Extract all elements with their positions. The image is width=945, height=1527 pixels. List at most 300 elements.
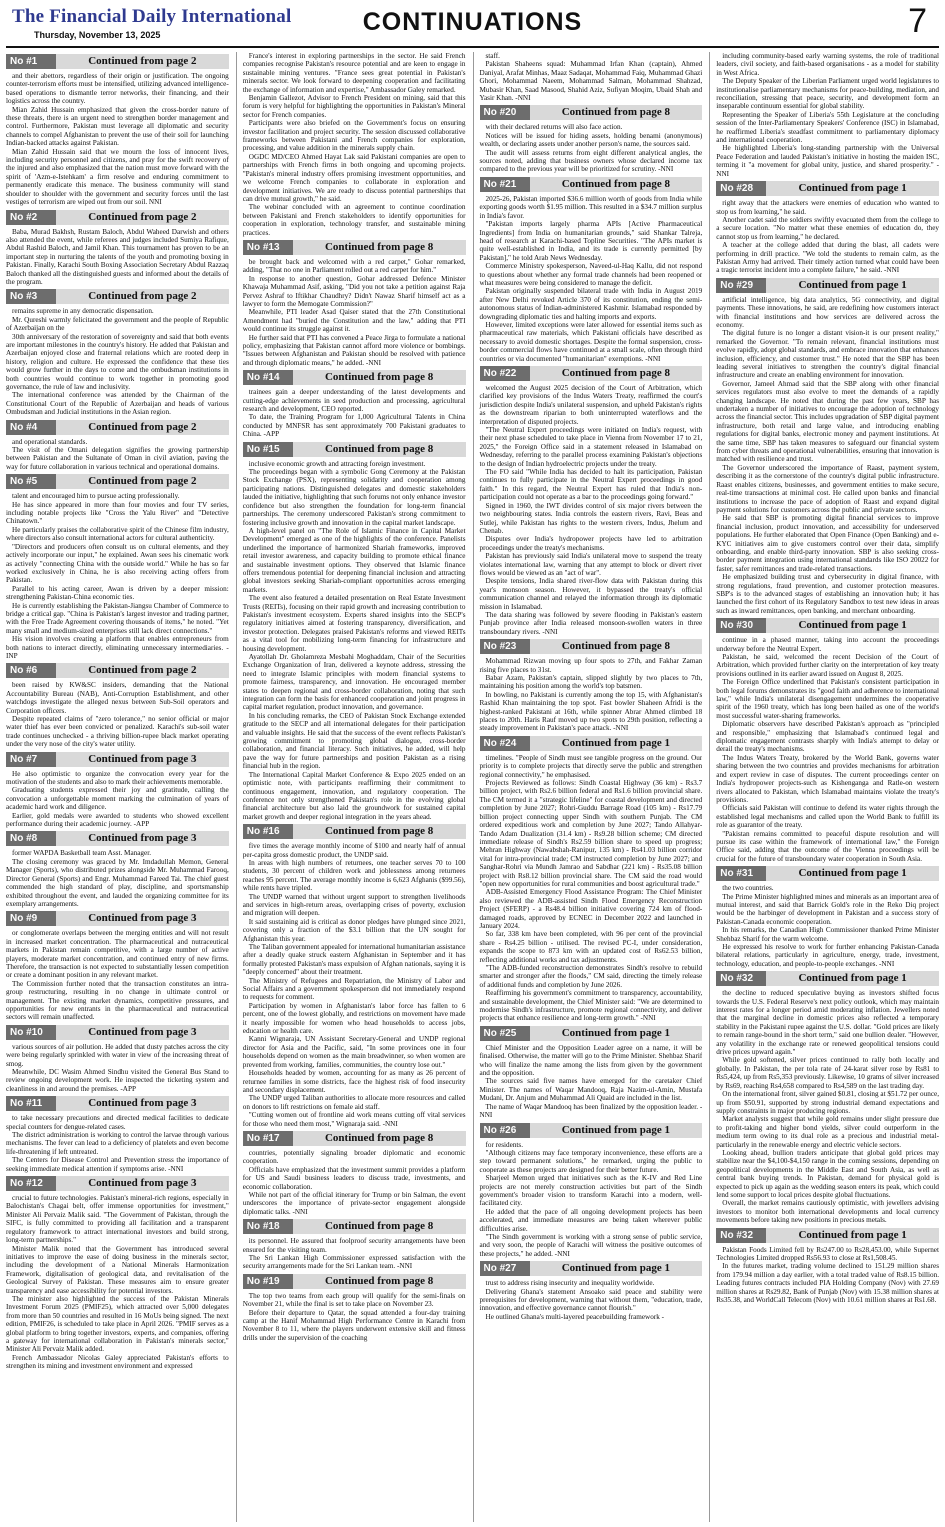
continued-from-label: Continued from page 1 <box>766 866 939 881</box>
article-paragraph: The Commission further noted that the transaction constitutes an intra-group restructuring, resulting in no change in ultimate control or management. The existing market dynamics, competitive pressures, and opportunities for new entrants in the pharmaceutical and nutraceutical sectors will remain unaffected. <box>6 979 229 1022</box>
article <box>243 240 466 367</box>
article-paragraph: Graduating students expressed their joy and gratitude, calling the convocation a unforgettable moment marking the culmination of years of academic hard work and diligence. <box>6 786 229 812</box>
article <box>480 1261 703 1321</box>
article-paragraph: Earlier, gold medals were awarded to students who showed excellent performance during their academic journey. -APP <box>6 811 229 829</box>
article-header <box>6 1176 229 1191</box>
article-number: No #17 <box>243 1131 293 1146</box>
article-number: No #6 <box>6 663 56 678</box>
article-paragraph: OGDC MD/CEO Ahmed Hayat Lak said Pakistani companies are open to partnerships with French firms in both ongoing and upcoming projects. "Pakistan's mineral industry offers promising investment opportunities, and we welcome French companies to collaborate in exploration and development initiatives. We are ready to discuss potential partnerships that can drive mutual growth," he said. <box>242 152 466 203</box>
article-header <box>6 663 229 678</box>
article <box>480 52 703 102</box>
article-paragraph: "The Neutral Expert proceedings were initiated on India's request, with their next phase scheduled to take place in Vienna from November 17 to 21, 2025," the Foreign Office said in a statement released in Islamabad on Wednesday, referring to the parallel process examining Pakistan's objections to the design of Indian hydroelectric projects under the treaty. <box>479 426 703 468</box>
article-paragraph: continue in a phased manner, taking into account the proceedings underway before the Neutral Expert. <box>716 636 939 653</box>
article-paragraph: its personnel. He assured that foolproof security arrangements have been ensured for the visiting team. <box>242 1237 466 1254</box>
article-paragraph: Pakistan originally suspended bilateral trade with India in August 2019 after New Delhi revoked Article 370 of its constitution, ending the semi-autonomous status of Indian-administered Kashmir. Islamabad responded by downgrading diplomatic ties and halting imports and exports. <box>479 287 703 321</box>
article-body <box>480 657 703 733</box>
article-body <box>6 228 229 287</box>
article-paragraph: Kanni Wignaraja, UN Assistant Secretary-General and UNDP regional director for Asia and the Pacific, said, "In some provinces one in four households depend on women as the main breadwinner, so when women are prevented from working, families, communities, the country lose out." <box>242 1035 466 1069</box>
article-paragraph: The international conference was attended by the Chairman of the Constitutional Court of the Republic of Azerbaijan and heads of various Ombudsman and Judicial institutions in the Asian region. <box>6 391 229 417</box>
article-paragraph: Officials have emphasized that the investment summit provides a platform for US and Saudi business leaders to discuss trade, investments, and economic collaboration. <box>242 1165 466 1191</box>
article-body <box>6 492 229 660</box>
article-paragraph: In the futures market, trading volume declined to 151.29 million shares from 179.94 million a day earlier, with a total traded value of Rs8.15 billion. Leading futures contracts included PIA Holding Company (Nov) with 27.69 million shares at Rs29.82, Bank of Punjab (Nov) with 15.38 million shares at Rs35.38, and WorldCall Telecom (Nov) with 10.61 million shares at Rs1.68. <box>716 1262 939 1305</box>
article <box>6 210 229 287</box>
article <box>6 831 229 908</box>
article-paragraph: Pakistan Shaheens squad: Muhammad Irfan Khan (captain), Ahmed Daniyal, Arafat Minhas, Maaz Sadaqat, Mohammad Faiq, Muhammad Ghazi Ghori, Mohammad Naeem, Mohammad Salman, Mohammad Shahzad, Mubasir Khan, Saad Masood, Shahid Aziz, Sufiyan Moqim, Ubaid Shah and Yasir Khan. -NNI <box>479 60 703 103</box>
article-paragraph: He particularly praises the collaborative spirit of the Chinese film industry, where directors also consult international actors for cultural authenticity. <box>6 525 229 543</box>
article-paragraph: 30th anniversary of the restoration of sovereignty and said that both events are important milestones in the country's history. He added that Pakistan and Azerbaijan enjoyed close and fraternal relations which are rooted deep in history, religion and culture. He expressed the confidence that these ties would grow further in the days to come and the ombudsman institutions in both countries would continue to work together in promoting good governance, the rule of law and inclusivity. <box>6 332 229 391</box>
article-paragraph: timelines. "People of Sindh must see tangible progress on the ground. Our priority is to complete projects that directly serve the public and strengthen regional connectivity," he emphasised. <box>479 753 703 779</box>
article-body <box>480 123 703 173</box>
article-paragraph: for residents. <box>485 1140 524 1149</box>
article-paragraph: The Deputy Speaker of the Liberian Parliament urged world legislatures to institutionalise parliamentary mechanisms for peace-building, mediation, and reconciliation, stressing that peace, security, and development form an inseparable continuum essential for global stability. <box>716 77 939 111</box>
article <box>243 1131 466 1216</box>
article <box>243 370 466 438</box>
continued-from-label: Continued from page 1 <box>766 971 939 986</box>
article-body <box>243 1292 466 1342</box>
article-body <box>243 842 466 1128</box>
article-paragraph: The name of Waqar Mandooq has been finalized by the opposition leader. -NNI <box>479 1102 703 1120</box>
article-number: No #15 <box>243 442 293 457</box>
article-body <box>6 72 229 207</box>
continued-from-label: Continued from page 8 <box>293 1219 466 1234</box>
article-paragraph: Notices will be issued for hiding assets, holding benami (anonymous) wealth, or declaring assets under another person's name, the sources said. <box>479 131 703 149</box>
article-paragraph: to take necessary precautions and directed medical facilities to dedicate special counters for dengue-related cases. <box>6 1114 229 1131</box>
article-paragraph: In his concluding remarks, the CEO of Pakistan Stock Exchange extended gratitude to the SECP and all international delegates for their participation and valuable insights. He said that the success of the event reflects Pakistan's growing commitment to promoting global dialogue, cross-border collaboration, and financial literacy. Such initiatives, he added, will help pave the way for future partnerships and position Pakistan as a rising financial hub in the region. <box>242 711 466 771</box>
article-body <box>480 195 703 363</box>
article-paragraph: Another cadet said the soldiers swiftly evacuated them from the college to a secure location. "No matter what these enemies of education do, they cannot stop us from learning," he declared. <box>716 215 939 241</box>
article <box>480 736 703 1023</box>
column-4 <box>709 52 939 1522</box>
article-header <box>243 442 466 457</box>
column-3 <box>473 52 703 1522</box>
continued-from-label: Continued from page 8 <box>530 639 703 654</box>
article-paragraph: crucial to future technologies. Pakistan's mineral-rich regions, especially in Balochistan's Chagai belt, offer immense opportunities for investment," Minister Ali Pervaiz Malik said. "The Government of Pakistan, through the SIFC, is fully committed to providing all facilitation and a transparent regulatory framework to attract international investors and build strong, long-term partnerships." <box>6 1194 229 1245</box>
article-paragraph: He said that SBP is promoting digital financial services to improve financial inclusion, product innovation, and accessibility for underserved populations. He further elaborated that Open Finance (Open Banking) and e-KYC initiatives aim to give customers control over their data, simplify onboarding, and enable third-party innovation. SBP is also seeking cross-border payment integration using international standards like ISO 20022 for faster, safer remittances and trade-related transactions. <box>716 514 939 573</box>
article <box>243 824 466 1128</box>
article-paragraph: Before their departure to Qatar, the squad attended a four-day training camp at the Hanif Mohammad High Performance Centre in Karachi from November 8 to 11, where the players underwent extensive skill and fitness drills under the supervision of the coaching <box>242 1308 466 1342</box>
continued-from-label: Continued from page 3 <box>56 831 229 846</box>
article-body <box>480 1279 703 1321</box>
article-paragraph: right away that the attackers were enemies of education who wanted to stop us from learning," he said. <box>716 199 939 216</box>
article <box>6 420 229 472</box>
article <box>716 278 939 615</box>
article-header <box>480 177 703 192</box>
article-paragraph: artificial intelligence, big data analytics, 5G connectivity, and digital payments. These innovations, he said, are redefining how customers interact with financial institutions and how services are delivered across the economy. <box>716 295 939 329</box>
article-number: No #30 <box>716 618 766 633</box>
article-body <box>243 258 466 367</box>
article-paragraph: the two countries. <box>722 884 774 893</box>
article-number: No #21 <box>480 177 530 192</box>
article-body <box>716 989 939 1224</box>
continued-from-label: Continued from page 3 <box>56 911 229 926</box>
article-paragraph: talent and encouraged him to pursue acting professionally. <box>12 492 180 501</box>
article-paragraph: Pakistan has previously said India's unilateral move to suspend the treaty violates international law, warning that any attempt to block or divert river flows would be viewed as an "act of war". <box>479 552 703 577</box>
article <box>6 1096 229 1173</box>
article-body <box>6 307 229 416</box>
article-header <box>243 1219 466 1234</box>
article-paragraph: He emphasized building trust and cybersecurity in digital finance, with strong regulations, fraud prevention, and customer protection measures. SBP's is to the advanced stages of establishing an innovation hub; it has launched the first cohort of its Regulatory Sandbox to test new ideas in areas such as inward remittances, open banking, and merchant onboarding. <box>716 573 939 615</box>
continued-from-label: Continued from page 8 <box>293 1131 466 1146</box>
article <box>6 289 229 416</box>
article-header <box>6 289 229 304</box>
article <box>6 54 229 207</box>
article <box>716 618 939 863</box>
article-paragraph: It said sustaining aid is critical as donor pledges have plunged since 2021, covering only a fraction of the $3.1 billion that the UN sought for Afghanistan this year. <box>242 917 466 943</box>
article-paragraph: Meanwhile, PTI leader Asad Qaiser stated that the 27th Constitutional Amendment had "buried the Constitution and the law," adding that PTI would continue its struggle against it. <box>242 308 466 334</box>
article-paragraph: been raised by KW&SC insiders, demanding that the National Accountability Bureau (NAB), Anti-Corruption Establishment, and other watchdogs investigate the alleged nexus between Sub-Soil operators and Corporation officers. <box>6 681 229 715</box>
article-paragraph: Pakistan, he said, welcomed the recent Decision of the Court of Arbitration, which provided further clarity on the interpretation of key treaty provisions outlined in its earlier award issued on August 8, 2025. <box>716 653 939 678</box>
article-paragraph: welcomed the August 2025 decision of the Court of Arbitration, which clarified key provisions of the Indus Waters Treaty, reaffirmed the court's jurisdiction despite India's unilateral suspension, and upheld Pakistan's rights as the downstream riparian to both uninterrupted waterflows and the interpretation of disputed projects. <box>479 384 703 426</box>
article-paragraph: or conglomerate overlaps between the merging entities and will not result in increased market concentration. The pharmaceutical and nutraceutical markets in Pakistan remain competitive, with a large number of active players, moderate market concentration, and continued entry of new firms. Therefore, the transaction is not expected to substantially lessen competition or create a dominant position in any relevant market. <box>6 929 229 980</box>
article-paragraph: inclusive economic growth and attracting foreign investment. <box>248 459 426 468</box>
article <box>6 663 229 748</box>
article <box>716 52 939 178</box>
article-header <box>243 824 466 839</box>
article-paragraph: He is currently establishing the Pakistan-Jiangsu Chamber of Commerce to bridge a critical gap. "China is Pakistan's largest investor and trading partner, with the Free Trade Agreement covering thousands of items," he noted. "Yet many small and medium-sized enterprises still lack direct connections." <box>6 601 229 635</box>
article <box>243 52 466 237</box>
article-paragraph: He expressed his resolve to work for further enhancing Pakistan-Canada bilateral relations, particularly in agriculture, energy, trade, investment, technology, education, and people-to-people exchanges. -NNI <box>716 943 939 968</box>
article-paragraph: Delivering Ghana's statement Ansoako said peace and stability were prerequisites for development, warning that without them, "education, trade, innovation, and effective governance cannot flourish." <box>479 1287 703 1313</box>
article-paragraph: Looking ahead, bullion traders anticipate that global gold prices may stabilize near the $4,100-$4,150 range in the coming sessions, depending on geopolitical developments in the Middle East and South Asia, as well as central bank buying trends. In Pakistan, demand for physical gold is expected to pick up again as the wedding season enters its peak, which could lend some support to local prices despite global fluctuations. <box>716 1148 939 1199</box>
article-header <box>243 370 466 385</box>
article-paragraph: He outlined Ghana's multi-layered peacebuilding framework - <box>485 1312 665 1321</box>
article-paragraph: countries, potentially signaling broader diplomatic and economic cooperation. <box>242 1148 466 1166</box>
article-paragraph: Mohammad Rizwan moving up four spots to 27th, and Fakhar Zaman rising five places to 31st. <box>479 657 703 674</box>
article-paragraph: "The ADB-funded reconstruction demonstrates Sindh's resolve to rebuild smarter and stronger after the floods," CM said, directing the timely release of additional funds and completion by June 2026. <box>479 964 703 989</box>
continued-from-label: Continued from page 3 <box>56 1025 229 1040</box>
article-paragraph: The Governor underscored the importance of Raast, payment system, describing it as the cornerstone of the country's digital public infrastructure. Raast enables citizens, businesses, and government entities to make secure, real-time transactions at minimal cost. He called upon banks and financial institutions to increase the pace of adoption of Raast and expand digital payment solutions for customers across the public and private sectors. <box>716 463 939 514</box>
article-paragraph: Participants were also briefed on the Government's focus on ensuring investor facilitation and project security. The session discussed collaborative frameworks between Pakistani and French companies for exploration, processing, and value addition in the minerals supply chain. <box>242 119 466 153</box>
article-header <box>716 971 939 986</box>
article-paragraph: The sources said five names have emerged for the caretaker Chief Minister. The names of Waqar Mandooq, Raja Nazim-ul-Amin, Mustafa Mudani, Dr. Anjum and Muhammad Ali Quaid are included in the list. <box>479 1077 703 1103</box>
article-paragraph: Meanwhile, DC Wasim Ahmed Sindhu visited the General Bus Stand to review ongoing development work. He inspected the ticketing system and cleanliness in and around the premises. -APP <box>6 1068 229 1093</box>
article-body <box>243 52 466 237</box>
article-body <box>6 681 229 748</box>
article-paragraph: The Taliban government appealed for international humanitarian assistance after a deadly quake struck eastern Afghanistan in September and it has formally protested Pakistan's mass expulsion of Afghan nationals, saying it is "deeply concerned" about their treatment. <box>242 943 466 977</box>
article-paragraph: Despite tensions, India shared river-flow data with Pakistan during this year's monsoon season. However, it bypassed the treaty's official communication channel and relayed the information through its diplomatic mission in Islamabad. <box>479 577 703 611</box>
article-paragraph: He also optimistic to organize the convocation every year for the motivation of the students and also to mark their achievements memorable. <box>6 769 229 787</box>
article-number: No #31 <box>716 866 766 881</box>
column-2 <box>236 52 466 1522</box>
article-paragraph: Diplomatic observers have described Pakistan's approach as "principled and responsible," emphasizing that Islamabad's continued legal and diplomatic engagement contrasts sharply with India's attempt to delay or derail the treaty's mechanisms. <box>716 720 939 754</box>
article-paragraph: French Ambassador Nicolas Galey appreciated Pakistan's efforts to strengthen its mining and investment environment and expressed <box>6 1353 229 1371</box>
article-body <box>480 1044 703 1120</box>
article-paragraph: The Centers for Disease Control and Prevention stress the importance of seeking immediate medical attention if symptoms arise. -NNI <box>6 1156 229 1173</box>
article-body <box>480 52 703 102</box>
article-number: No #12 <box>6 1176 56 1191</box>
article-paragraph: The Foreign Office underlined that Pakistan's consistent participation in both legal forums demonstrates its "good faith and adherence to international law," while India's unilateral disengagement undermines the cooperative spirit of the 1960 treaty, which has long been hailed as one of the world's most successful water-sharing frameworks. <box>716 678 939 720</box>
continued-from-label: Continued from page 8 <box>293 370 466 385</box>
newspaper-brand: The Financial Daily International <box>12 6 292 27</box>
article <box>6 911 229 1021</box>
article-header <box>6 831 229 846</box>
article-paragraph: trust to address rising insecurity and inequality worldwide. <box>485 1279 655 1288</box>
article-body <box>6 1194 229 1371</box>
masthead <box>6 0 939 48</box>
article <box>480 1123 703 1259</box>
article-paragraph: Sharjeel Memon urged that initiatives such as the K-IV and Red Line projects are not merely construction activities but part of the Sindh government's broader vision to transform Karachi into a modern, well-facilitated city. <box>479 1174 703 1208</box>
continued-from-label: Continued from page 2 <box>56 54 229 69</box>
continued-from-label: Continued from page 8 <box>530 366 703 381</box>
article-paragraph: and operational standards. <box>12 437 88 446</box>
article-body <box>6 929 229 1021</box>
article-paragraph: various sources of air pollution. He added that dusty patches across the city were being regularly sprinkled with water in view of the increasing threat of smog. <box>6 1042 229 1068</box>
continued-from-label: Continued from page 8 <box>293 824 466 839</box>
article-number: No #13 <box>243 240 293 255</box>
continued-from-label: Continued from page 2 <box>56 474 229 489</box>
article-body <box>6 1043 229 1093</box>
article-paragraph: with their declared returns will also face action. <box>485 123 623 132</box>
column-1 <box>6 52 229 1522</box>
article-number: No #19 <box>243 1274 293 1289</box>
article-header <box>480 639 703 654</box>
article-paragraph: A high-level panel on "The Role of Islamic Finance in Capital Market Development" emerged as one of the highlights of the conference. Panelists underlined the importance of harmonized Shariah frameworks, improved retail investor awareness, and capacity building to promote ethical finance and sustainable investment options. They observed that Islamic finance offers tremendous potential for deepening financial inclusion and attracting global investors seeking Shariah-compliant opportunities across emerging markets. <box>242 526 466 594</box>
article-paragraph: The Sri Lankan High Commissioner expressed satisfaction with the security arrangements made for the Sri Lankan team. -NNI <box>242 1254 466 1271</box>
article-paragraph: Projects Reviewed as follows: Sindh Coastal Highway (36 km) - Rs3.7 billion project, with Rs2.6 billion federal and Rs1.6 billion provincial share. The CM termed it a "strategic lifeline" for coastal development and directed completion by June 2027; Rohri-Guddu Barrage Road (105 km) - Rs17.79 billion project connecting upper Sindh with southern Punjab. The CM ordered expeditious work and completion by June 2027; Tando Allahyar-Tando Adam Dualization (31.4 km) - Rs9.28 billion scheme; CM directed immediate release of Sindh's Rs2.59 billion share to speed up progress; Mehran Highway (Nawabshah-Ranipur, 135 km) - Rs41.03 billion corridor vital for intra-provincial trade; CM instructed completion by June 2027; and Sanghar-Rohri via Mundh Jamrao and Sabdhar (221 km) - Rs35.08 billion project with Rs8.12 billion provincial share. The CM said the road would "open new opportunities for rural communities and boost agricultural trade." <box>479 779 703 888</box>
article-paragraph: To date, the Training Program for 1,000 Agricultural Talents in China conducted by MNFSR has sent approximately 700 Pakistani graduates to China. -APP <box>242 413 466 439</box>
article-paragraph: 2025-26, Pakistan imported $36.6 million worth of goods from India while exporting goods worth $1.95 million. This resulted in a $34.7 million surplus in India's favor. <box>479 194 703 220</box>
article-paragraph: The International Capital Market Conference & Expo 2025 ended on an optimistic note, with participants reaffirming their commitment to continuous engagement, innovation, and regulatory cooperation. The conference not only strengthened Pakistan's role in the evolving global financial architecture but also laid the groundwork for sustained capital market growth and deeper regional integration in the years ahead. <box>242 770 466 821</box>
article-paragraph: including community-based early warning systems, the role of traditional leaders, civil society, and faith-based organisations - as a model for stability in West Africa. <box>716 52 939 77</box>
article-body <box>716 199 939 275</box>
article-paragraph: The event also featured a detailed presentation on Real Estate Investment Trusts (REITs), focusing on their rapid growth and increasing contribution to Pakistan's investment ecosystem. Experts shared insights into the SECP's regulatory initiatives aimed at fostering transparency, diversification, and investor protection. Delegates praised Pakistan's reforms and viewed REITs as a vital tool for mobilizing long-term financing for infrastructure and housing development. <box>242 594 466 653</box>
article-body <box>716 296 939 615</box>
continued-from-label: Continued from page 2 <box>56 210 229 225</box>
article <box>6 752 229 829</box>
article-paragraph: Participation by women in Afghanistan's labor force has fallen to 6 percent, one of the lowest globally, and restrictions on movement have made it nearly impossible for women who head households to access jobs, education or health care. <box>242 1001 466 1036</box>
article-header <box>716 618 939 633</box>
continued-from-label: Continued from page 8 <box>530 105 703 120</box>
continued-from-label: Continued from page 8 <box>293 1274 466 1289</box>
article-header <box>716 1228 939 1243</box>
continued-from-label: Continued from page 8 <box>530 177 703 192</box>
continued-from-label: Continued from page 2 <box>56 289 229 304</box>
article-paragraph: "Although citizens may face temporary inconvenience, these efforts are a step toward permanent solutions," he remarked, urging the public to cooperate as these projects are designed for their better future. <box>479 1148 703 1174</box>
article-paragraph: staff. <box>485 52 500 60</box>
article-number: No #29 <box>716 278 766 293</box>
article <box>243 1219 466 1271</box>
article-header <box>480 1026 703 1041</box>
continued-from-label: Continued from page 1 <box>766 278 939 293</box>
article-paragraph: Benjamin Gallezot, Advisor to French President on mining, said that this forum is very helpful for highlighting the opportunities in Pakistan's Mineral sector for French companies. <box>242 94 466 119</box>
article-header <box>6 474 229 489</box>
article-paragraph: He further said that PTI has convened a Peace Jirga to formulate a national policy, emphasizing that Pakistan cannot afford more violence or bombings. "Issues between Afghanistan and Pakistan should be resolved with patience and through diplomatic means," he added. -NNI <box>242 333 466 367</box>
article-paragraph: He highlighted Liberia's long-standing partnership with the Universal Peace Federation and lauded Pakistan's initiative in hosting the maiden ISC, terming it "a movement for global unity, justice, and shared prosperity." -NNI <box>716 144 939 178</box>
article-header <box>6 911 229 926</box>
article-paragraph: "Directors and producers often consult us on cultural elements, and they actively incorporate our input," he explained. Awan sees his cinematic work as actively "connecting China with the outside world." While he has so far worked exclusively in China, he is also receiving acting offers from Pakistan. <box>6 542 229 585</box>
article-body <box>716 1246 939 1305</box>
article-body <box>6 438 229 472</box>
article-body <box>480 384 703 636</box>
article-paragraph: While not part of the official itinerary for Trump or bin Salman, the event underscores the importance of private-sector engagement alongside diplomatic talks. -NNI <box>242 1190 466 1216</box>
article <box>6 1176 229 1371</box>
article <box>6 474 229 660</box>
article-paragraph: In response to another question, Gohar addressed Defence Minister Khawaja Muhammad Asif, asking, "Did you not take a petition against Raja Pervez Ashraf to Iftikhar Chaudhry? Didn't Nawaz Sharif himself act as a lawyer to form the Memogate Commission?" <box>242 274 466 308</box>
article-header <box>480 366 703 381</box>
article-paragraph: In bowling, no Pakistani is currently among the top 15, with Afghanistan's Rashid Khan maintaining the top spot. Fast bowler Shaheen Afridi is the highest-ranked Pakistani at 16th, while spinner Abrar Ahmed climbed 18 places to 20th. Haris Rauf moved up two spots to 29th position, reflecting a steady improvement in Pakistan's pace attack. -NNI <box>479 690 703 733</box>
article-header <box>716 866 939 881</box>
article-paragraph: ADB-Assisted Emergency Flood Assistance Program: The Chief Minister also reviewed the ADB-assisted Sindh Flood Emergency Reconstruction Project (SFERP) - a Rs48.4 billion initiative covering 724 km of flood-damaged roads, approved by ECNEC in December 2022 and launched in January 2024. <box>479 888 703 930</box>
article-header <box>243 1131 466 1146</box>
article-body <box>716 636 939 863</box>
article-paragraph: trainees gain a deeper understanding of the latest developments and cutting-edge achievements in seed production and processing, agricultural research and development, CEO reported. <box>242 388 466 414</box>
article-paragraph: Commerce Ministry spokesperson, Naveed-ul-Haq Kallu, did not respond to questions about whether any formal trade channels had been reopened or what measures were being considered to manage the deficit. <box>479 262 703 287</box>
article-body <box>6 849 229 908</box>
article-body <box>243 1149 466 1216</box>
continued-from-label: Continued from page 1 <box>766 181 939 196</box>
article <box>480 1026 703 1120</box>
article-paragraph: The Ministry of Refugees and Repatriation, the Ministry of Labor and Social Affairs and a government spokesperson did not immediately respond to requests for comment. <box>242 976 466 1002</box>
article-paragraph: Disputes over India's hydropower projects have led to arbitration proceedings under the treaty's mechanisms. <box>479 535 703 552</box>
article-number: No #26 <box>480 1123 530 1138</box>
article-header <box>6 1025 229 1040</box>
article-number: No #9 <box>6 911 56 926</box>
article-number: No #22 <box>480 366 530 381</box>
article-paragraph: On the international front, silver gained $0.81, closing at $51.72 per ounce, up from $50.91, supported by strong industrial demand expectations and supply constraints in major producing regions. <box>716 1090 939 1115</box>
continued-from-label: Continued from page 8 <box>293 240 466 255</box>
article-number: No #24 <box>480 736 530 751</box>
article-number: No #4 <box>6 420 56 435</box>
article-number: No #10 <box>6 1025 56 1040</box>
article <box>716 181 939 275</box>
article-body <box>716 52 939 178</box>
article-paragraph: The top two teams from each group will qualify for the semi-finals on November 21, while the final is set to take place on November 23. <box>242 1291 466 1309</box>
article-body <box>716 884 939 968</box>
article-number: No #7 <box>6 752 56 767</box>
article-number: No #16 <box>243 824 293 839</box>
article-paragraph: The webinar concluded with an agreement to continue coordination between Pakistani and French stakeholders to identify opportunities for cooperation in exploration, technology transfer, and sustainable mining practices. <box>242 203 466 237</box>
article <box>6 1025 229 1093</box>
article-paragraph: remains supreme in any democratic dispensation. <box>12 307 154 316</box>
article-paragraph: He has since appeared in more than four movies and four TV series, including notable projects like "Cross the Yalu River" and "Detective Chinatown." <box>6 500 229 526</box>
article-paragraph: Reaffirming his government's commitment to transparency, accountability, and sustainable development, the Chief Minister said: "We are determined to modernise Sindh's infrastructure, promote regional connectivity, and deliver projects that enhance resilience and long-term growth." -NNI <box>479 989 703 1023</box>
continued-from-label: Continued from page 1 <box>530 1026 703 1041</box>
article-paragraph: France's interest in exploring partnerships in the sector. He said French companies recognise Pakistan's resource potential and are keen to engage in sustainable mining ventures. "France sees great potential in Pakistan's minerals sector. We look forward to deepening cooperation and facilitating the exchange of information and expertise," Ambassador Galey remarked. <box>242 52 466 94</box>
article-number: No #8 <box>6 831 56 846</box>
article-header <box>243 240 466 255</box>
article-number: No #28 <box>716 181 766 196</box>
article-number: No #23 <box>480 639 530 654</box>
article-paragraph: Minister Malik noted that the Government has introduced several initiatives to improve the ease of doing business in the minerals sector, including the development of a National Minerals Harmonization Framework, digitalisation of geological data, and revitalisation of the Geological Survey of Pakistan. These measures aim to ensure greater transparency and ease accessibility for potential investors. <box>6 1244 229 1295</box>
article-body <box>480 1141 703 1259</box>
article-paragraph: Mr. Qureshi warmly felicitated the government and the people of Republic of Azerbaijan on the <box>6 315 229 333</box>
article-paragraph: The FO said "While India has decided to halt its participation, Pakistan continues to fully participate in the Neutral Expert proceedings in good faith." In this regard, the Neutral Expert has ruled that India's non-participation could not operate as a bar to the proceedings going forward." <box>479 468 703 502</box>
article-paragraph: The digital future is no longer a distant vision-it is our present reality," remarked the Governor. "To remain relevant, financial institutions must evolve rapidly, adopt global standards, and embrace innovation that enhances inclusion, efficiency, and customer trust." He noted that the SBP has been leading several initiatives to strengthen the country's digital financial infrastructure and create an enabling environment for innovation. <box>716 329 939 380</box>
columns-container <box>6 52 939 1522</box>
article-paragraph: So far, 338 km have been completed, with 96 per cent of the provincial share - Rs4.25 billion - utilised. The revised PC-I, under consideration, expands the scope to 873 km with an updated cost of Rs62.53 billion, reflecting additional works and tax adjustments. <box>479 930 703 964</box>
article <box>480 639 703 733</box>
article-header <box>480 1123 703 1138</box>
article-paragraph: The UNDP warned that without urgent support to strengthen livelihoods and services in high-return areas, overlapping crises of poverty, exclusion and migration will deepen. <box>242 892 466 918</box>
continued-from-label: Continued from page 8 <box>293 442 466 457</box>
continued-from-label: Continued from page 1 <box>530 1123 703 1138</box>
article-paragraph: The visit of the Omani delegation signifies the growing partnership between Pakistan and the Sultanate of Oman in civil aviation, paving the way for future collaboration in various technical and operational domains. <box>6 446 229 471</box>
article <box>480 366 703 636</box>
article-paragraph: Parallel to his acting career, Awan is driven by a deeper mission: strengthening Pakistan-China economic ties. <box>6 584 229 602</box>
article-header <box>716 278 939 293</box>
article <box>243 1274 466 1342</box>
article-header <box>480 1261 703 1276</box>
article-number: No #32 <box>716 971 766 986</box>
issue-date: Thursday, November 13, 2025 <box>34 30 161 40</box>
article-paragraph: The minister also highlighted the success of the Pakistan Minerals Investment Forum 2025 (PMIF25), which attracted over 5,000 delegates from more than 50 countries and resulted in 16 MoUs being signed. The next edition, PMIF26, is scheduled to take place in April 2026. "PMIF serves as a global platform to bring together investors, experts, and companies, offering a gateway for international collaboration in Pakistan's minerals sector," Minister Ali Pervaiz Malik added. <box>6 1294 229 1354</box>
article-number: No #27 <box>480 1261 530 1276</box>
article-paragraph: former WAPDA Basketball team Asst. Manager. <box>12 849 151 858</box>
continued-from-label: Continued from page 1 <box>766 618 939 633</box>
article-paragraph: However, limited exceptions were later allowed for essential items such as pharmaceutical raw materials, which Pakistani officials have described as necessary to avoid domestic shortages. Despite the formal suspension, cross-border commercial flows have continued at a small scale, often through third countries or via documented "humanitarian" exemptions. -NNI <box>479 320 703 363</box>
article-header <box>243 1274 466 1289</box>
article-paragraph: His vision involves creating a platform that enables entrepreneurs from both nations to interact directly, eliminating unnecessary intermediaries. -INP <box>6 635 229 660</box>
article-paragraph: The audit will assess returns from eight different analytical angles, the sources noted, adding that business owners whose declared income tax compared to the previous year will be prioritized for scrutiny. -NNI <box>479 148 703 174</box>
article-paragraph: Representing the Speaker of Liberia's 55th Legislature at the concluding session of the Inter-Parliamentary Speakers' Conference (ISC) in Islamabad, he reaffirmed Liberia's steadfast commitment to parliamentary diplomacy and international cooperation. <box>716 110 939 145</box>
article-paragraph: In areas with high numbers of returnees, one teacher serves 70 to 100 students, 30 percent of children work and joblessness among returnees reaches 95 percent. The average monthly income is 6,623 Afghanis ($99.56), while rents have tripled. <box>242 858 466 893</box>
article-paragraph: Overall, the market remains cautiously optimistic, with jewellers advising investors to monitor both international developments and local currency movements before taking new positions in precious metals. <box>716 1199 939 1225</box>
article-paragraph: A teacher at the college added that during the blast, all cadets were performing in drill practice. "We told the students to remain calm, as the Pakistan Army had arrived. Their timely action turned what could have been a tragic terrorist incident into a complete failure," he said. -NNI <box>716 241 939 275</box>
article-paragraph: Pakistan Foods Limited fell by Rs247.00 to Rs28,453.00, while Supernet Technologies Limited dropped Rs56.93 to close at Rs1,508.45. <box>716 1245 939 1262</box>
article-body <box>243 460 466 821</box>
article-paragraph: "Cutting women out of frontline aid work means cutting off vital services for those who need them most," Wignaraja said. -NNI <box>242 1111 466 1128</box>
article-number: No #25 <box>480 1026 530 1041</box>
article-paragraph: Market analysts suggest that while gold remains under slight pressure due to profit-taking and higher bond yields, silver could outperform in the medium term owing to its dual role as a precious and industrial metal-particularly in the renewable energy and electric vehicle sectors. <box>716 1115 939 1149</box>
article-header <box>480 736 703 751</box>
article-paragraph: and their abettors, regardless of their origin or justification. The ongoing counter-terrorism efforts must be intensified, utilizing advanced intelligence-based operations to dismantle terror networks, their financing, and their logistics across the country. <box>6 72 229 106</box>
article-paragraph: Ayatollah Dr. Gholamreza Mesbahi Moghaddam, Chair of the Securities Exchange Organization of Iran, delivered a keynote address, stressing the need to integrate Islamic principles with modern financial systems to promote fairness, transparency, and innovation. He encouraged member states to deepen regional and cross-border collaboration, noting that such integration can form the basis for enhanced cooperation and joint progress in capital market regulation, product innovation, and governance. <box>242 653 466 712</box>
article-paragraph: Mian Zahid Hussain emphasized that given the cross-border nature of these threats, there is an urgent need to strengthen border management and control. Furthermore, Pakistan must leverage all diplomatic and security channels to compel Afghanistan to prevent the use of their soil for launching Indian-backed attacks against Pakistan. <box>6 105 229 148</box>
article-header <box>6 752 229 767</box>
article <box>480 177 703 363</box>
article-paragraph: Baba, Murad Bakhsh, Rustam Baloch, Abdul Waheed Darwish and others also attended the event, while referees and judges included Sumiya Rafique, Abdul Rashid Baloch, and Jamil Khan. This tournament has proven to be an important step in nurturing the talents of the youth and promoting boxing in Pakistan. Finally, Karachi South Boxing Association Secretary Abdul Razzaq Baloch thanked all the distinguished guests and informed about the details of the program. <box>6 227 229 286</box>
article-paragraph: In his remarks, the Canadian High Commissioner thanked Prime Minister Shehbaz Sharif for the warm welcome. <box>716 926 939 943</box>
article-paragraph: Signed in 1960, the IWT divides control of six major rivers between the two neighbouring states. India controls the eastern rivers, Ravi, Beas and Sutlej, while Pakistan has rights to the western rivers, Indus, Jhelum and Chenab. <box>479 501 703 535</box>
article-paragraph: Chief Minister and the Opposition Leader agree on a name, it will be finalised. Otherwise, the matter will go to the Prime Minister. Shehbaz Sharif who will finalize the name among the lists from given by the government and the opposition. <box>479 1043 703 1078</box>
article-body <box>480 754 703 1023</box>
article-paragraph: While gold softened, silver prices continued to rally both locally and globally. In Pakistan, the per tola rate of 24-karat silver rose by Rs81 to Rs5,424, up from Rs5,353 previously. Likewise, 10 grams of silver increased by Rs69, reaching Rs4,658 compared to Rs4,589 on the last trading day. <box>716 1056 939 1090</box>
article-paragraph: The proceedings began with a symbolic Gong Ceremony at the Pakistan Stock Exchange (PSX), representing solidarity and cooperation among participating nations. Distinguished delegates and domestic stakeholders lauded the initiative, highlighting that such forums not only enhance investor confidence but also strengthen the foundation for long-term financial partnerships. The ceremony underscored Pakistan's strong commitment to fostering inclusive growth and innovation in the capital market landscape. <box>242 468 466 527</box>
article <box>243 442 466 821</box>
article-paragraph: five times the average monthly income of $100 and nearly half of annual per-capita gross domestic product, the UNDP said. <box>242 842 466 859</box>
article-body <box>243 1237 466 1271</box>
article-body <box>6 770 229 829</box>
continued-from-label: Continued from page 3 <box>56 1176 229 1191</box>
article-number: No #11 <box>6 1096 56 1111</box>
article-number: No #1 <box>6 54 56 69</box>
article-paragraph: Babar Azam, Pakistan's captain, slipped slightly by two places to 7th, maintaining his position among the world's top batsmen. <box>479 674 703 691</box>
continued-from-label: Continued from page 1 <box>530 1261 703 1276</box>
article-paragraph: be brought back and welcomed with a red carpet," Gohar remarked, adding, "That no one in Parliament rolled out a red carpet for him." <box>242 257 466 275</box>
article-paragraph: Governor, Jameel Ahmad said that the SBP along with other financial services regulators must also evolve to meet the demands of a rapidly changing landscape. He noted that during the past few years, SBP has undertaken a number of initiatives to encourage the adoption of technology across the financial sector. This includes upgradation of SBP digital payment infrastructure, both retail and large value, and introducing enabling regulations for digital banks, electronic money and payment institutions. At the same time, SBP has taken measures to safeguard our financial system from cyber threats and operational vulnerabilities, ensuring that innovation is matched with resilience and trust. <box>716 379 939 464</box>
article-header <box>6 420 229 435</box>
article-paragraph: He added that the pace of all ongoing development projects has been accelerated, and immediate measures are being taken wherever public difficulties arise. <box>479 1207 703 1233</box>
article-header <box>716 181 939 196</box>
continued-from-label: Continued from page 3 <box>56 752 229 767</box>
article-paragraph: The UNDP urged Taliban authorities to allocate more resources and called on donors to lift restrictions on female aid staff. <box>242 1094 466 1111</box>
article-number: No #32 <box>716 1228 766 1243</box>
article-paragraph: "Pakistan remains committed to peaceful dispute resolution and will pursue its case within the framework of international law," the Foreign Office said, adding that the outcome of the Vienna proceedings will be crucial for the future of transboundary water cooperation in South Asia. <box>716 829 939 863</box>
article-header <box>6 210 229 225</box>
article-number: No #3 <box>6 289 56 304</box>
article <box>716 1228 939 1305</box>
continued-from-label: Continued from page 3 <box>56 1096 229 1111</box>
article-header <box>6 1096 229 1111</box>
article-paragraph: Despite repeated claims of "zero tolerance," no senior official or major water thief has ever been convicted or penalized. Karachi's sub-soil water trade continues unchecked - a thriving billion-rupee black market operating under the very nose of the city's water utility. <box>6 715 229 749</box>
article-paragraph: the decline to reduced speculative buying as investors shifted focus towards the U.S. Federal Reserve's next policy outlook, which may maintain interest rates for a longer period amid moderating inflation. Jewellers noted that the marginal decline in domestic prices also reflected a temporary stability in the Pakistani rupee against the U.S. dollar. "Gold prices are likely to remain range-bound in the short term," said one bullion dealer. "However, any volatility in the exchange rate or renewed geopolitical tensions could drive prices upward again." <box>716 989 939 1057</box>
article-number: No #14 <box>243 370 293 385</box>
article-paragraph: Mian Zahid Hussain said that we mourn the loss of innocent lives, including security personnel and citizens, and pray for the swift recovery of the injured and also emphasized that the nation must move forward with the spirit of 'Azm-e-Istehkam' a firm resolve and enduring commitment to permanently eradicate this menace. The business community will stand shoulder to shoulder with the government and security forces until the last vestiges of terrorism are wiped out from our soil. NNI <box>6 147 229 207</box>
continued-from-label: Continued from page 2 <box>56 420 229 435</box>
article-body <box>243 388 466 438</box>
article-header <box>6 54 229 69</box>
article <box>716 866 939 968</box>
